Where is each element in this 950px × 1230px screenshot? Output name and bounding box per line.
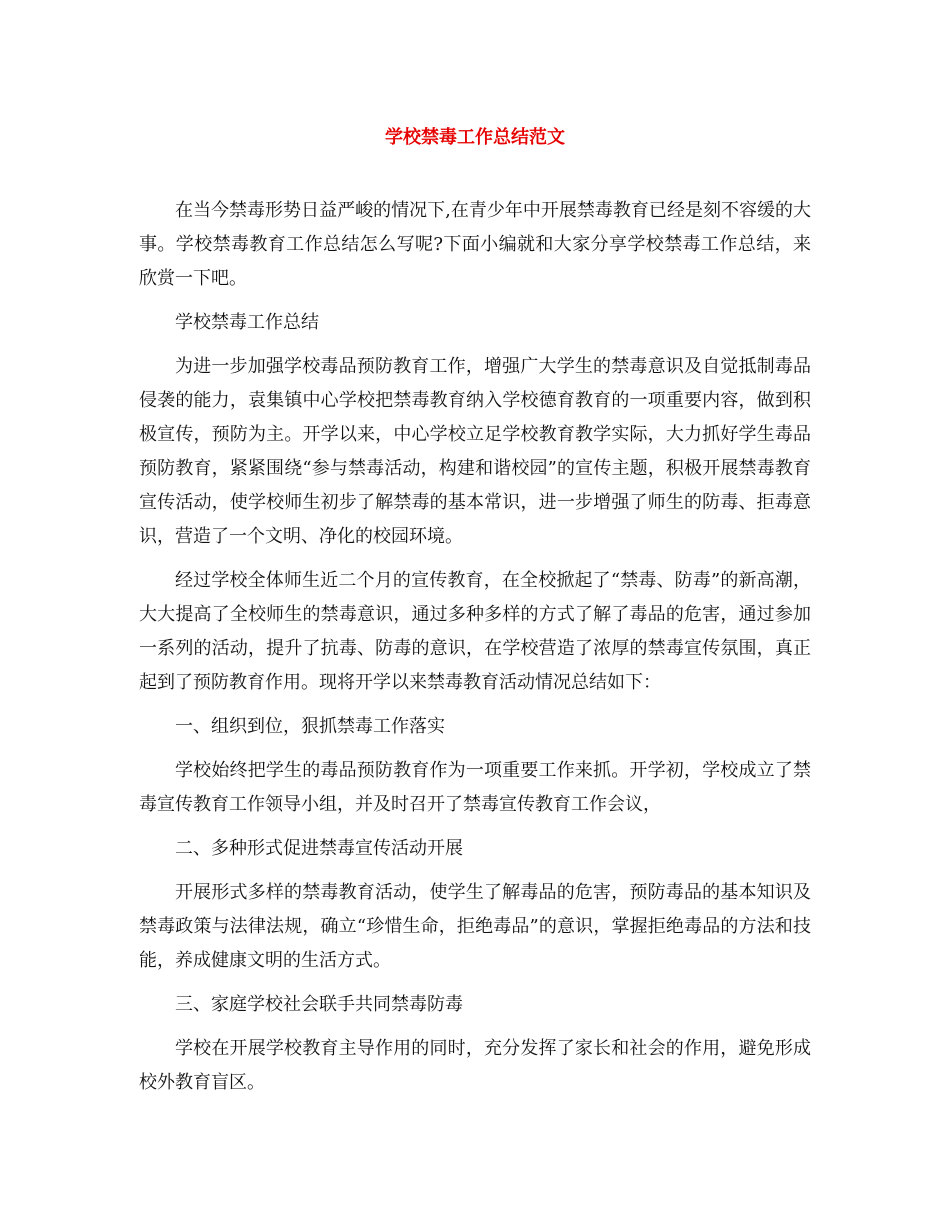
document-body bbox=[139, 194, 811, 1110]
document-title: 学校禁毒工作总结范文 bbox=[385, 127, 565, 148]
section-heading-2: 二、多种形式促进禁毒宣传活动开展 bbox=[175, 838, 463, 859]
background-paragraph: 为进一步加强学校毒品预防教育工作，增强广大学生的禁毒意识及自觉抵制毒品侵袭的能力，袁集镇中心学校把禁毒教育纳入学校德育教育的一项重要内容，做到积极宣传，预防为主。开学以来，中心学校立足学校教育教学实际，大力抓好学生毒品预防教育，紧紧围绕“参与禁毒活动，构建和谐校园”的宣传主题，积极开展禁毒教育宣传活动，使学校师生初步了解禁毒的基本常识，进一步增强了师生的防毒、拒毒意识，营造了一个文明、净化的校园环境。 bbox=[139, 356, 811, 547]
section-heading-1: 一、组织到位，狠抓禁毒工作落实 bbox=[175, 716, 445, 737]
section-heading-summary: 学校禁毒工作总结 bbox=[175, 312, 319, 333]
intro-paragraph: 在当今禁毒形势日益严峻的情况下,在青少年中开展禁毒教育已经是刻不容缓的大事。学校禁毒教育工作总结怎么写呢?下面小编就和大家分享学校禁毒工作总结，来欣赏一下吧。 bbox=[139, 200, 811, 289]
section-2-paragraph: 开展形式多样的禁毒教育活动，使学生了解毒品的危害，预防毒品的基本知识及禁毒政策与法律法规，确立“珍惜生命，拒绝毒品”的意识，掌握拒绝毒品的方法和技能，养成健康文明的生活方式。 bbox=[139, 882, 811, 971]
section-1-paragraph: 学校始终把学生的毒品预防教育作为一项重要工作来抓。开学初，学校成立了禁毒宣传教育工作领导小组，并及时召开了禁毒宣传教育工作会议， bbox=[139, 760, 811, 815]
overview-paragraph: 经过学校全体师生近二个月的宣传教育，在全校掀起了“禁毒、防毒”的新高潮，大大提高了全校师生的禁毒意识，通过多种多样的方式了解了毒品的危害，通过参加一系列的活动，提升了抗毒、防毒的意识，在学校营造了浓厚的禁毒宣传氛围，真正起到了预防教育作用。现将开学以来禁毒教育活动情况总结如下： bbox=[139, 570, 811, 693]
section-3-paragraph: 学校在开展学校教育主导作用的同时，充分发挥了家长和社会的作用，避免形成校外教育盲区。 bbox=[139, 1038, 811, 1093]
section-heading-3: 三、家庭学校社会联手共同禁毒防毒 bbox=[175, 994, 463, 1015]
